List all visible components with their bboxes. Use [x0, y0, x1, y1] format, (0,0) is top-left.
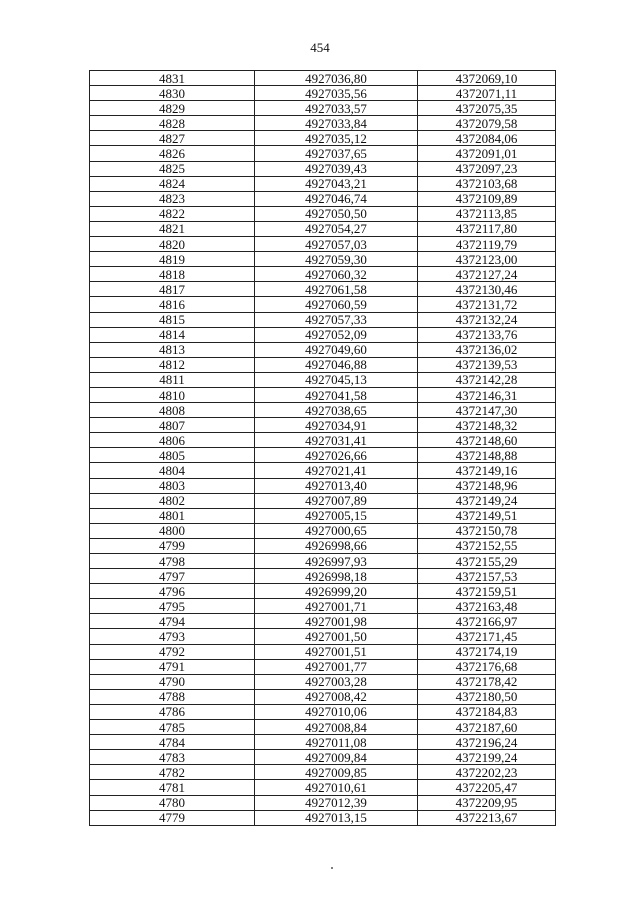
x-coordinate-cell: 4926998,18 — [255, 569, 418, 584]
y-coordinate-cell: 4372148,96 — [418, 478, 556, 493]
table-row — [90, 101, 556, 116]
y-coordinate-cell: 4372146,31 — [418, 387, 556, 402]
table-row — [90, 372, 556, 387]
y-coordinate-cell: 4372127,24 — [418, 267, 556, 282]
point-number-cell: 4811 — [90, 372, 255, 387]
point-number-cell: 4823 — [90, 191, 255, 206]
x-coordinate-cell: 4927001,77 — [255, 659, 418, 674]
x-coordinate-cell: 4927054,27 — [255, 221, 418, 236]
y-coordinate-cell: 4372157,53 — [418, 569, 556, 584]
point-number-cell: 4825 — [90, 161, 255, 176]
point-number-cell: 4784 — [90, 735, 255, 750]
y-coordinate-cell: 4372071,11 — [418, 86, 556, 101]
point-number-cell: 4824 — [90, 176, 255, 191]
table-row — [90, 252, 556, 267]
y-coordinate-cell: 4372155,29 — [418, 554, 556, 569]
x-coordinate-cell: 4927060,59 — [255, 297, 418, 312]
point-number-cell: 4799 — [90, 538, 255, 553]
x-coordinate-cell: 4927060,32 — [255, 267, 418, 282]
x-coordinate-cell: 4927026,66 — [255, 448, 418, 463]
y-coordinate-cell: 4372178,42 — [418, 674, 556, 689]
y-coordinate-cell: 4372148,88 — [418, 448, 556, 463]
table-row — [90, 704, 556, 719]
x-coordinate-cell: 4926999,20 — [255, 584, 418, 599]
table-row — [90, 327, 556, 342]
table-row — [90, 403, 556, 418]
table-row — [90, 614, 556, 629]
point-number-cell: 4828 — [90, 116, 255, 131]
y-coordinate-cell: 4372174,19 — [418, 644, 556, 659]
point-number-cell: 4800 — [90, 523, 255, 538]
y-coordinate-cell: 4372069,10 — [418, 71, 556, 86]
x-coordinate-cell: 4927059,30 — [255, 252, 418, 267]
table-row — [90, 267, 556, 282]
table-row — [90, 478, 556, 493]
x-coordinate-cell: 4927050,50 — [255, 206, 418, 221]
table-row — [90, 282, 556, 297]
table-row — [90, 191, 556, 206]
y-coordinate-cell: 4372148,60 — [418, 433, 556, 448]
table-row — [90, 538, 556, 553]
y-coordinate-cell: 4372084,06 — [418, 131, 556, 146]
table-row — [90, 448, 556, 463]
point-number-cell: 4830 — [90, 86, 255, 101]
point-number-cell: 4798 — [90, 554, 255, 569]
table-row — [90, 569, 556, 584]
x-coordinate-cell: 4927012,39 — [255, 795, 418, 810]
table-row — [90, 206, 556, 221]
y-coordinate-cell: 4372148,32 — [418, 418, 556, 433]
y-coordinate-cell: 4372117,80 — [418, 221, 556, 236]
y-coordinate-cell: 4372209,95 — [418, 795, 556, 810]
point-number-cell: 4794 — [90, 614, 255, 629]
table-row — [90, 418, 556, 433]
y-coordinate-cell: 4372147,30 — [418, 403, 556, 418]
y-coordinate-cell: 4372132,24 — [418, 312, 556, 327]
x-coordinate-cell: 4927031,41 — [255, 433, 418, 448]
y-coordinate-cell: 4372152,55 — [418, 538, 556, 553]
table-row — [90, 342, 556, 357]
point-number-cell: 4820 — [90, 237, 255, 252]
point-number-cell: 4816 — [90, 297, 255, 312]
coordinates-table — [89, 70, 556, 826]
point-number-cell: 4783 — [90, 750, 255, 765]
table-row — [90, 554, 556, 569]
point-number-cell: 4780 — [90, 795, 255, 810]
point-number-cell: 4810 — [90, 387, 255, 402]
x-coordinate-cell: 4927011,08 — [255, 735, 418, 750]
y-coordinate-cell: 4372097,23 — [418, 161, 556, 176]
table-row — [90, 584, 556, 599]
y-coordinate-cell: 4372130,46 — [418, 282, 556, 297]
point-number-cell: 4796 — [90, 584, 255, 599]
y-coordinate-cell: 4372213,67 — [418, 810, 556, 825]
point-number-cell: 4813 — [90, 342, 255, 357]
table-row — [90, 644, 556, 659]
table-row — [90, 237, 556, 252]
x-coordinate-cell: 4927001,51 — [255, 644, 418, 659]
y-coordinate-cell: 4372091,01 — [418, 146, 556, 161]
table-row — [90, 523, 556, 538]
x-coordinate-cell: 4927005,15 — [255, 508, 418, 523]
point-number-cell: 4804 — [90, 463, 255, 478]
table-row — [90, 161, 556, 176]
table-row — [90, 659, 556, 674]
y-coordinate-cell: 4372159,51 — [418, 584, 556, 599]
table-row — [90, 780, 556, 795]
point-number-cell: 4817 — [90, 282, 255, 297]
y-coordinate-cell: 4372163,48 — [418, 599, 556, 614]
table-row — [90, 176, 556, 191]
y-coordinate-cell: 4372149,51 — [418, 508, 556, 523]
footer-dot — [331, 867, 333, 869]
x-coordinate-cell: 4927033,57 — [255, 101, 418, 116]
table-row — [90, 674, 556, 689]
point-number-cell: 4779 — [90, 810, 255, 825]
table-row — [90, 508, 556, 523]
table-row — [90, 493, 556, 508]
x-coordinate-cell: 4927010,06 — [255, 704, 418, 719]
x-coordinate-cell: 4927010,61 — [255, 780, 418, 795]
y-coordinate-cell: 4372187,60 — [418, 720, 556, 735]
y-coordinate-cell: 4372139,53 — [418, 357, 556, 372]
y-coordinate-cell: 4372119,79 — [418, 237, 556, 252]
table-row — [90, 433, 556, 448]
point-number-cell: 4829 — [90, 101, 255, 116]
table-row — [90, 720, 556, 735]
x-coordinate-cell: 4927035,12 — [255, 131, 418, 146]
x-coordinate-cell: 4927009,84 — [255, 750, 418, 765]
point-number-cell: 4793 — [90, 629, 255, 644]
point-number-cell: 4785 — [90, 720, 255, 735]
point-number-cell: 4786 — [90, 704, 255, 719]
y-coordinate-cell: 4372136,02 — [418, 342, 556, 357]
point-number-cell: 4818 — [90, 267, 255, 282]
y-coordinate-cell: 4372176,68 — [418, 659, 556, 674]
point-number-cell: 4801 — [90, 508, 255, 523]
x-coordinate-cell: 4927037,65 — [255, 146, 418, 161]
table-row — [90, 735, 556, 750]
y-coordinate-cell: 4372123,00 — [418, 252, 556, 267]
y-coordinate-cell: 4372149,16 — [418, 463, 556, 478]
x-coordinate-cell: 4927001,71 — [255, 599, 418, 614]
table-row — [90, 629, 556, 644]
table-row — [90, 750, 556, 765]
point-number-cell: 4821 — [90, 221, 255, 236]
x-coordinate-cell: 4927013,40 — [255, 478, 418, 493]
y-coordinate-cell: 4372131,72 — [418, 297, 556, 312]
table-row — [90, 221, 556, 236]
x-coordinate-cell: 4927034,91 — [255, 418, 418, 433]
point-number-cell: 4812 — [90, 357, 255, 372]
point-number-cell: 4822 — [90, 206, 255, 221]
table-row — [90, 810, 556, 825]
table-row — [90, 387, 556, 402]
x-coordinate-cell: 4927001,50 — [255, 629, 418, 644]
x-coordinate-cell: 4927008,42 — [255, 689, 418, 704]
y-coordinate-cell: 4372142,28 — [418, 372, 556, 387]
table-row — [90, 463, 556, 478]
x-coordinate-cell: 4927039,43 — [255, 161, 418, 176]
x-coordinate-cell: 4927057,03 — [255, 237, 418, 252]
point-number-cell: 4826 — [90, 146, 255, 161]
y-coordinate-cell: 4372166,97 — [418, 614, 556, 629]
y-coordinate-cell: 4372079,58 — [418, 116, 556, 131]
point-number-cell: 4788 — [90, 689, 255, 704]
table-row — [90, 146, 556, 161]
y-coordinate-cell: 4372133,76 — [418, 327, 556, 342]
y-coordinate-cell: 4372180,50 — [418, 689, 556, 704]
point-number-cell: 4797 — [90, 569, 255, 584]
y-coordinate-cell: 4372109,89 — [418, 191, 556, 206]
x-coordinate-cell: 4927038,65 — [255, 403, 418, 418]
y-coordinate-cell: 4372171,45 — [418, 629, 556, 644]
x-coordinate-cell: 4927003,28 — [255, 674, 418, 689]
x-coordinate-cell: 4926998,66 — [255, 538, 418, 553]
x-coordinate-cell: 4927021,41 — [255, 463, 418, 478]
x-coordinate-cell: 4927052,09 — [255, 327, 418, 342]
y-coordinate-cell: 4372150,78 — [418, 523, 556, 538]
y-coordinate-cell: 4372202,23 — [418, 765, 556, 780]
page-number: 454 — [310, 40, 330, 55]
table-row — [90, 131, 556, 146]
y-coordinate-cell: 4372113,85 — [418, 206, 556, 221]
point-number-cell: 4814 — [90, 327, 255, 342]
point-number-cell: 4782 — [90, 765, 255, 780]
x-coordinate-cell: 4927001,98 — [255, 614, 418, 629]
x-coordinate-cell: 4927008,84 — [255, 720, 418, 735]
point-number-cell: 4781 — [90, 780, 255, 795]
x-coordinate-cell: 4927057,33 — [255, 312, 418, 327]
x-coordinate-cell: 4927043,21 — [255, 176, 418, 191]
x-coordinate-cell: 4927045,13 — [255, 372, 418, 387]
y-coordinate-cell: 4372196,24 — [418, 735, 556, 750]
table-row — [90, 116, 556, 131]
x-coordinate-cell: 4927049,60 — [255, 342, 418, 357]
x-coordinate-cell: 4927035,56 — [255, 86, 418, 101]
table-row — [90, 71, 556, 86]
point-number-cell: 4808 — [90, 403, 255, 418]
point-number-cell: 4805 — [90, 448, 255, 463]
y-coordinate-cell: 4372184,83 — [418, 704, 556, 719]
point-number-cell: 4827 — [90, 131, 255, 146]
point-number-cell: 4792 — [90, 644, 255, 659]
table-row — [90, 689, 556, 704]
coordinates-table-body — [90, 71, 556, 826]
point-number-cell: 4831 — [90, 71, 255, 86]
x-coordinate-cell: 4927046,74 — [255, 191, 418, 206]
y-coordinate-cell: 4372199,24 — [418, 750, 556, 765]
table-row — [90, 312, 556, 327]
y-coordinate-cell: 4372149,24 — [418, 493, 556, 508]
point-number-cell: 4806 — [90, 433, 255, 448]
x-coordinate-cell: 4926997,93 — [255, 554, 418, 569]
point-number-cell: 4795 — [90, 599, 255, 614]
x-coordinate-cell: 4927009,85 — [255, 765, 418, 780]
point-number-cell: 4791 — [90, 659, 255, 674]
table-row — [90, 357, 556, 372]
point-number-cell: 4815 — [90, 312, 255, 327]
table-row — [90, 765, 556, 780]
y-coordinate-cell: 4372075,35 — [418, 101, 556, 116]
y-coordinate-cell: 4372205,47 — [418, 780, 556, 795]
x-coordinate-cell: 4927033,84 — [255, 116, 418, 131]
x-coordinate-cell: 4927007,89 — [255, 493, 418, 508]
table-row — [90, 795, 556, 810]
x-coordinate-cell: 4927000,65 — [255, 523, 418, 538]
point-number-cell: 4807 — [90, 418, 255, 433]
point-number-cell: 4802 — [90, 493, 255, 508]
y-coordinate-cell: 4372103,68 — [418, 176, 556, 191]
point-number-cell: 4790 — [90, 674, 255, 689]
x-coordinate-cell: 4927061,58 — [255, 282, 418, 297]
x-coordinate-cell: 4927036,80 — [255, 71, 418, 86]
table-row — [90, 599, 556, 614]
point-number-cell: 4819 — [90, 252, 255, 267]
x-coordinate-cell: 4927041,58 — [255, 387, 418, 402]
x-coordinate-cell: 4927046,88 — [255, 357, 418, 372]
x-coordinate-cell: 4927013,15 — [255, 810, 418, 825]
point-number-cell: 4803 — [90, 478, 255, 493]
table-row — [90, 86, 556, 101]
table-row — [90, 297, 556, 312]
